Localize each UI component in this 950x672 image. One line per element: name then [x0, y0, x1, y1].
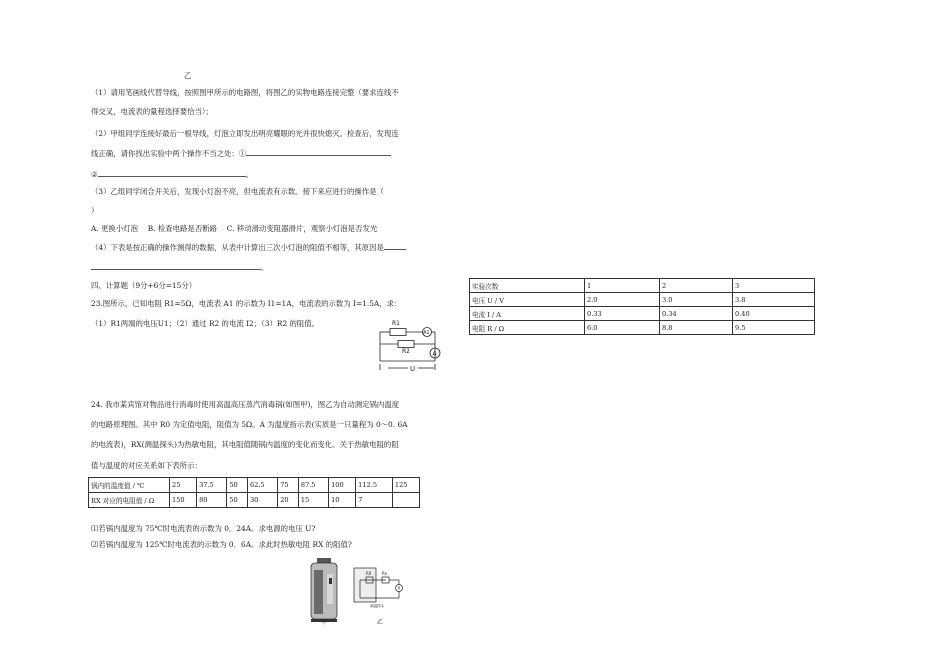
table-cell: 8.8: [660, 321, 733, 335]
probe-label: 测温探头: [370, 604, 385, 608]
table-cell: 37.5: [197, 478, 227, 493]
q22-part2-line3-end: 。: [245, 170, 254, 179]
q22-part4-line2-end: 。: [261, 263, 269, 272]
table-cell: 1: [585, 279, 660, 293]
q22-part2-line3-prefix: ②: [91, 170, 98, 179]
q22-part2-line1: （2）甲组同学连接好最后一根导线，灯泡立即发出明亮耀眼的光并很快熄灭。检查后，发现连: [91, 129, 399, 138]
table-cell: 112.5: [356, 478, 393, 493]
q23-line2: （1）R1两端的电压U1；（2）通过 R2 的电流 I2；（3）R2 的阻值。: [91, 319, 320, 328]
table-cell: 50: [227, 478, 248, 493]
q22-options: A. 更换小灯泡 B. 检查电路是否断路 C. 移动滑动变阻器滑片，观察小灯泡是否发光: [91, 224, 378, 233]
q22-part1-line1: （1）请用笔画线代替导线，按照图甲所示的电路图，将图乙的实物电路连接完整（要求连线不: [91, 88, 399, 97]
experiment-data-table: [469, 278, 815, 335]
table-cell: 3.0: [660, 293, 733, 307]
q24-sub1: ⑴若锅内温度为 75℃时电流表的示数为 0．24A。求电源的电压 U?: [91, 524, 316, 533]
table-cell: 锅内的温度值 / ℃: [89, 478, 170, 493]
ammeter-a-label: A: [432, 350, 437, 358]
answer-blank-2[interactable]: [98, 169, 246, 177]
q22-part4-line1: [91, 242, 406, 252]
table-cell: 20: [278, 493, 299, 508]
q22-part3-line2: ）: [91, 206, 99, 215]
answer-blank-3[interactable]: [384, 242, 406, 250]
table-cell: 7: [356, 493, 393, 508]
table-row: [470, 293, 815, 307]
table-cell: 25: [170, 478, 197, 493]
q24-sub2: ⑵若锅内温度为 125℃时电流表的示数为 0．6A。求此时热敏电阻 RX 的阻值?: [91, 540, 352, 549]
table-cell: 电阻 R / Ω: [470, 321, 585, 335]
ammeter-label: A: [397, 585, 401, 591]
table-cell: RX 对应的电阻值 / Ω: [89, 493, 170, 508]
figure-caption-yi: 乙: [184, 71, 192, 80]
q22-part2-line3: [91, 169, 253, 179]
table-cell: 10: [329, 493, 356, 508]
q22-part1-line2: 得交叉，电流表的量程选择要恰当）；: [91, 107, 213, 116]
table-cell: 0.40: [733, 307, 815, 321]
q22-part4-line1-text: （4）下表是按正确的操作测得的数据，从表中计算出三次小灯泡的阻值不相等，其原因是: [91, 243, 384, 252]
table-cell: 50: [227, 493, 248, 508]
table-cell: 6.0: [585, 321, 660, 335]
table-cell: 3.8: [733, 293, 815, 307]
answer-blank-4[interactable]: [91, 262, 261, 270]
table-row: [470, 307, 815, 321]
table-cell: 80: [197, 493, 227, 508]
r2-label: R2: [402, 348, 410, 355]
table-cell: 30: [247, 493, 277, 508]
table-cell: 15: [298, 493, 328, 508]
table-row: [89, 493, 420, 508]
table-cell: 2.0: [585, 293, 660, 307]
table-cell: 电流 I / A: [470, 307, 585, 321]
table-row: [470, 279, 815, 293]
table-cell: 125: [392, 478, 419, 493]
table-cell: 87.5: [298, 478, 328, 493]
thermistor-circuit-figure: [352, 564, 412, 614]
table-cell: 2: [660, 279, 733, 293]
rx-label: Rx: [382, 571, 388, 576]
ammeter-a1-label: A1: [423, 330, 430, 336]
table-cell: 实验次数: [470, 279, 585, 293]
table-cell: 3: [733, 279, 815, 293]
table-cell: [392, 493, 419, 508]
q22-part4-line2: [91, 262, 268, 272]
q22-part3-line1: （3）乙组同学闭合开关后，发现小灯泡不亮，但电流表有示数。接下来应进行的操作是（: [91, 187, 384, 196]
table-cell: 电压 U / V: [470, 293, 585, 307]
q24-line4: 值与温度的对应关系如下表所示：: [91, 461, 202, 470]
table-cell: 0.34: [660, 307, 733, 321]
figure-label-yi: 乙: [377, 619, 384, 626]
section4-title: 四、计算题（9分+6分=15分）: [91, 281, 197, 290]
q24-line3: 的电流表)，RX(测温探头)为热敏电阻，其电阻值随锅内温度的变化而变化。关于热敏电阻的阻: [91, 440, 399, 449]
voltage-u-label: U: [410, 365, 416, 373]
q23-circuit-diagram: [370, 314, 445, 372]
table-cell: 62.5: [247, 478, 277, 493]
table-cell: 0.33: [585, 307, 660, 321]
q24-line2: 的电路原理图。其中 R0 为定值电阻，阻值为 5Ω。A 为温度指示表(实质是一只量程为 0～0. 6A: [91, 420, 408, 429]
q23-line1: 23.图所示，已知电阻 R1=5Ω，电流表 A1 的示数为 I1=1A，电流表的示数为 I=1.5A，求：: [91, 299, 402, 308]
q22-part2-line2: [91, 148, 391, 158]
table-cell: 100: [329, 478, 356, 493]
r1-label: R1: [392, 320, 400, 327]
q22-part2-line2-text: 线正确，请你找出实验中两个操作不当之处：①: [91, 149, 247, 158]
r0-label: R0: [366, 571, 372, 576]
table-row: [470, 321, 815, 335]
thermistor-table: [88, 477, 420, 508]
figure-label-jia: 甲: [321, 619, 328, 626]
table-row: [89, 478, 420, 493]
q24-line1: 24. 我市某宾馆对物品进行消毒时使用高温高压蒸汽消毒锅(如图甲)，图乙为自动测定锅内温度: [91, 400, 400, 409]
table-cell: 150: [170, 493, 197, 508]
answer-blank-1[interactable]: [246, 148, 391, 156]
table-cell: 9.5: [733, 321, 815, 335]
table-cell: 75: [278, 478, 299, 493]
